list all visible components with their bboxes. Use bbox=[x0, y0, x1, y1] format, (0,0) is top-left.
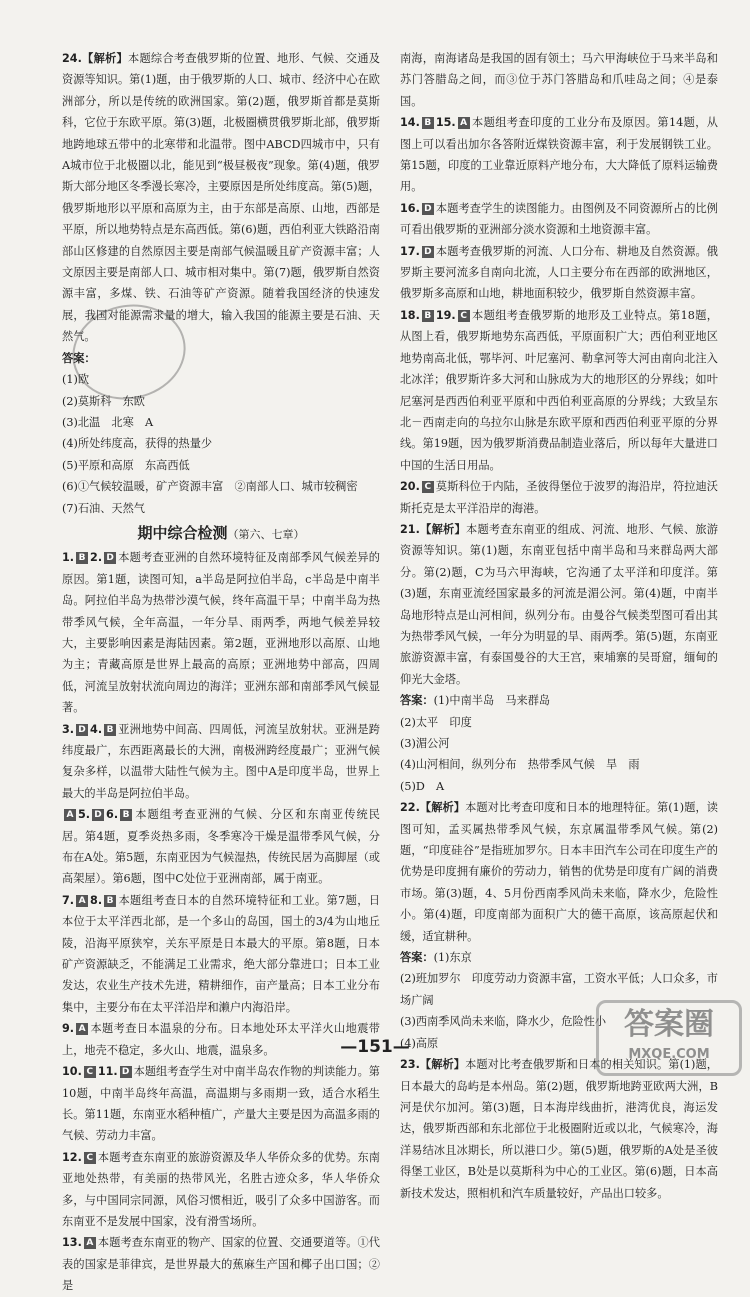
question-number: 5. bbox=[78, 808, 91, 822]
question-number: 17. bbox=[400, 244, 420, 258]
question-number: 24. bbox=[62, 52, 82, 65]
item-13-continued bbox=[400, 48, 718, 112]
item-10-11 bbox=[62, 1061, 380, 1147]
watermark-url: MXQE.COM bbox=[628, 1047, 710, 1062]
answer-letter: B bbox=[120, 809, 132, 821]
question-number: 14. bbox=[400, 116, 420, 130]
answer-line: (4)山河相间，纵列分布 热带季风气候 旱 雨 bbox=[400, 758, 640, 772]
answer-line: (5)平原和高原 东高西低 bbox=[62, 458, 190, 472]
item-22 bbox=[400, 797, 718, 947]
section-title-text: 期中综合检测 bbox=[137, 523, 228, 542]
item-23 bbox=[400, 1054, 718, 1204]
answer-label: 答案： bbox=[400, 694, 434, 708]
analysis-tag: 【解析】 bbox=[419, 801, 466, 815]
item-4-6 bbox=[62, 804, 380, 890]
answer-letter: D bbox=[76, 724, 88, 736]
question-number: 21. bbox=[400, 522, 420, 536]
answer-letter: A bbox=[84, 1237, 96, 1249]
item-14-15 bbox=[400, 112, 718, 198]
answer-letter: C bbox=[84, 1066, 96, 1078]
item-21 bbox=[400, 519, 718, 690]
question-number: 22. bbox=[400, 801, 420, 815]
question-number: 10. bbox=[62, 1065, 82, 1079]
question-number: 4. bbox=[90, 722, 103, 736]
item-13 bbox=[62, 1232, 380, 1296]
question-number: 16. bbox=[400, 201, 420, 215]
analysis-tag: 【解析】 bbox=[81, 52, 128, 65]
answer-letter: A bbox=[76, 1023, 88, 1035]
item-17 bbox=[400, 241, 718, 305]
item-12 bbox=[62, 1147, 380, 1233]
answer-line: (1)中南半岛 马来群岛 bbox=[433, 694, 551, 708]
answer-block-21 bbox=[400, 690, 718, 797]
section-title bbox=[62, 523, 380, 545]
question-number: 12. bbox=[62, 1150, 82, 1164]
analysis-text: 南海，南海诸岛是我国的固有领土；马六甲海峡位于马来半岛和苏门答腊岛之间，而③位于苏门答腊岛和爪哇岛之间；④是泰国。 bbox=[400, 52, 718, 108]
item-18-19 bbox=[400, 305, 718, 476]
answer-line: (2)莫斯科 东欧 bbox=[62, 394, 145, 408]
analysis-text: 本题综合考查俄罗斯的位置、地形、气候、交通及资源等知识。第(1)题，由于俄罗斯的人口、城市、经济中心在欧洲部分，所以是传统的欧洲国家。第(2)题，俄罗斯首都是莫斯科，它位于东欧平原。第(3)题，北极圈横贯俄罗斯北部，俄罗斯地跨地球五带中的北寒带和北温带。图中ABCD四城市中，只有A城市位于北极圈以北，能见到“极昼极夜”现象。第(4)题，俄罗斯大部分地区冬季漫长寒冷，主要原因是所处纬度高。第(5)题，俄罗斯地形以平原和高原为主，由于东部是高原、山地，西部是平原，所以地势特点是东高西低。第(6)题，西伯利亚大铁路沿南部山区修建的自然原因主要是南部气候温暖且矿产资源丰富；人文原因主要是南部人口、城市相对集中。第(7)题，俄罗斯自然资源丰富，多煤、铁、石油等矿产资源。随着我国经济的快速发展，我国对能源需求量的增大，输入我国的能源主要是石油、天然气。 bbox=[62, 52, 380, 344]
analysis-text: 本题组考查学生对中南半岛农作物的判读能力。第10题，中南半岛终年高温，高温期与多雨期一致，适合水稻生长。第11题，东南亚水稻种植广，产量大主要是因为高温多雨的气候、劳动力丰富。 bbox=[62, 1065, 380, 1143]
watermark-logo bbox=[596, 1000, 742, 1076]
answer-label: 答案： bbox=[400, 951, 434, 965]
answer-letter: D bbox=[120, 1066, 132, 1078]
question-number: 7. bbox=[62, 893, 75, 907]
answer-letter: C bbox=[422, 481, 434, 493]
question-number: 11. bbox=[97, 1065, 118, 1079]
analysis-text: 本题组考查日本的自然环境特征和工业。第7题，日本位于太平洋西北部，是一个多山的岛国，国土的3/4为山地丘陵，沿海平原狭窄，关东平原是日本最大的平原。第8题，日本矿产资源缺乏，不能满足工业需求，绝大部分靠进口；日本工业发达，农业生产技术先进，精耕细作，亩产量高；日本工业分布集中，主要分布在太平洋沿岸和濑户内海沿岸。 bbox=[62, 893, 380, 1014]
answer-line: (4)所处纬度高，获得的热量少 bbox=[62, 437, 213, 451]
analysis-tag: 【解析】 bbox=[419, 522, 466, 536]
answer-line: (3)北温 北寒 A bbox=[62, 415, 154, 429]
answer-letter: A bbox=[458, 117, 470, 129]
question-number: 6. bbox=[106, 808, 119, 822]
item-3-4 bbox=[62, 719, 380, 805]
answer-letter: B bbox=[104, 895, 116, 907]
answer-letter: A bbox=[64, 809, 76, 821]
answer-letter: C bbox=[84, 1152, 96, 1164]
answer-letter: B bbox=[422, 310, 434, 322]
answer-letter: B bbox=[422, 117, 434, 129]
analysis-text: 本题考查学生的读图能力。由图例及不同资源所占的比例可看出俄罗斯的亚洲部分淡水资源和土地资源丰富。 bbox=[400, 201, 718, 237]
question-number: 13. bbox=[62, 1236, 82, 1250]
question-number: 9. bbox=[62, 1022, 75, 1036]
answer-letter: B bbox=[76, 552, 88, 564]
analysis-text: 莫斯科位于内陆，圣彼得堡位于波罗的海沿岸，符拉迪沃斯托克是太平洋沿岸的海港。 bbox=[400, 480, 718, 515]
answer-letter: D bbox=[104, 552, 116, 564]
question-number: 15. bbox=[435, 116, 456, 130]
section-subtitle: （第六、七章） bbox=[227, 527, 305, 541]
answer-line: (1)欧 bbox=[62, 373, 90, 387]
analysis-text: 本题考查日本温泉的分布。日本地处环太平洋火山地震带上，地壳不稳定，多火山、地震，温泉多。 bbox=[62, 1022, 380, 1057]
question-number: 3. bbox=[62, 722, 75, 736]
answer-letter: D bbox=[92, 809, 104, 821]
question-number: 19. bbox=[435, 308, 456, 322]
item-1-2 bbox=[62, 547, 380, 718]
analysis-text: 本题组考查亚洲的气候、分区和东南亚传统民居。第4题，夏季炎热多雨，冬季寒冷干燥是温带季风气候，分布在A处。第5题，东南亚因为气候湿热，传统民居为高脚屋（或高架屋）。第6题，图中C处位于亚洲南部，属于南亚。 bbox=[62, 808, 380, 886]
answer-line: (6)①气候较温暖，矿产资源丰富 ②南部人口、城市较稠密 bbox=[62, 480, 358, 494]
answer-line: (2)班加罗尔 印度劳动力资源丰富，工资水平低；人口众多，市场广阔 bbox=[400, 972, 718, 1007]
answer-letter: B bbox=[104, 724, 116, 736]
item-20 bbox=[400, 476, 718, 519]
analysis-text: 本题组考查俄罗斯的地形及工业特点。第18题，从图上看，俄罗斯地势东高西低，平原面积广大；西伯利亚地区地势南高北低，鄂毕河、叶尼塞河、勒拿河等大河由南向北注入北冰洋；俄罗斯许多大河和山脉成为大的地形区的分界线；如叶尼塞河是西西伯利亚平原和中西伯利亚高原的分界线；大致呈东北－西南走向的乌拉尔山脉是东欧平原和西西伯利亚平原的分界线。第19题，因为俄罗斯消费品制造业落后，所以每年大量进口中国的生活日用品。 bbox=[400, 308, 718, 472]
answer-line: (3)西南季风尚未来临，降水少，危险性小 bbox=[400, 1015, 607, 1029]
analysis-text: 亚洲地势中间高、四周低，河流呈放射状。亚洲是跨纬度最广，东西距离最长的大洲，南极洲跨经度最广；亚洲气候复杂多样，以温带大陆性气候为主。图中A是印度半岛，世界上最大的半岛是阿拉伯半岛。 bbox=[62, 722, 380, 800]
analysis-text: 本题考查东南亚的旅游资源及华人华侨众多的优势。东南亚地处热带，有美丽的热带风光，名胜古迹众多，华人华侨众多，与中国同宗同源，风俗习惯相近，吸引了众多中国游客。而东南亚不是发展中国家，没有滑雪场所。 bbox=[62, 1150, 380, 1228]
answer-block-24 bbox=[62, 348, 380, 519]
analysis-text: 本题考查东南亚的组成、河流、地形、气候、旅游资源等知识。第(1)题，东南亚包括中南半岛和马来群岛两大部分。第(2)题，C为马六甲海峡，它沟通了太平洋和印度洋。第(3)题，东南亚流经国家最多的河流是湄公河。第(4)题，中南半岛地形特点是山河相间，纵列分布。由曼谷气候类型图可看出其为热带季风气候，一年分为明显的旱、雨两季。第(5)题，东南亚旅游资源丰富，有泰国曼谷的大王宫，柬埔寨的吴哥窟，缅甸的仰光大金塔。 bbox=[400, 522, 718, 686]
item-7-8 bbox=[62, 890, 380, 1018]
answer-letter: C bbox=[458, 310, 470, 322]
analysis-text: 本题考查亚洲的自然环境特征及南部季风气候差异的原因。第1题，读图可知，a半岛是阿拉伯半岛，c半岛是中南半岛。阿拉伯半岛为热带沙漠气候，终年高温干旱；中南半岛为热带季风气候，全年高温，一年分旱、雨两季，两地气候差异较大，主要影响因素是海陆因素。第2题，亚洲地形以高原、山地为主；青藏高原是世界上最高的高原；亚洲地势中部高，四周低，河流呈放射状流向周边的海洋；亚洲东部和南部季风气候显著。 bbox=[62, 551, 380, 715]
analysis-text: 本题对比考查印度和日本的地理特征。第(1)题，读图可知，孟买属热带季风气候，东京属温带季风气候。第(2)题，“印度硅谷”是指班加罗尔。日本丰田汽车公司在印度生产的优势是印度拥有廉价的劳动力，销售的优势是印度有广阔的消费市场。第(3)题，4、5月份西南季风尚未来临，降水少，危险性小。第(4)题，印度南部为面积广大的德干高原，该高原起伏和缓，适宜耕种。 bbox=[400, 801, 718, 943]
question-number: 23. bbox=[400, 1058, 420, 1072]
answer-label: 答案： bbox=[62, 351, 96, 365]
item-24 bbox=[62, 48, 380, 348]
answer-line: (4)高原 bbox=[400, 1036, 439, 1050]
answer-line: (2)太平 印度 bbox=[400, 715, 472, 729]
answer-line: (7)石油、天然气 bbox=[62, 501, 145, 515]
watermark-text: 答案圈 bbox=[624, 1007, 714, 1042]
question-number: 20. bbox=[400, 480, 420, 494]
page-number: —151— bbox=[340, 1037, 410, 1057]
question-number: 18. bbox=[400, 308, 420, 322]
question-number: 1. bbox=[62, 551, 75, 565]
answer-line: (5)D A bbox=[400, 779, 445, 793]
analysis-text: 本题对比考查俄罗斯和日本的相关知识。第(1)题，日本最大的岛屿是本州岛。第(2)题，俄罗斯地跨亚欧两大洲，B河是伏尔加河。第(3)题，日本海岸线曲折，港湾优良，海运发达，俄罗斯西部和东北部位于北极圈附近或以北，气候寒冷，海洋易结冰且冰期长，所以港口少。第(5)题，俄罗斯的A处是圣彼得堡工业区，B处是以莫斯科为中心的工业区。第(6)题，日本高新技术发达，照相机和汽车质量较好，产品出口较多。 bbox=[400, 1058, 718, 1200]
question-number: 2. bbox=[90, 551, 103, 565]
answer-letter: A bbox=[76, 895, 88, 907]
analysis-text: 本题考查东南亚的物产、国家的位置、交通要道等。①代表的国家是菲律宾，是世界最大的蕉麻生产国和椰子出口国；②是 bbox=[62, 1236, 380, 1293]
answer-line: (1)东京 bbox=[433, 951, 472, 965]
answer-letter: D bbox=[422, 203, 434, 215]
answer-line: (3)湄公河 bbox=[400, 737, 450, 750]
question-number: 8. bbox=[90, 893, 103, 907]
analysis-text: 本题考查俄罗斯的河流、人口分布、耕地及自然资源。俄罗斯主要河流多自南向北流，人口主要分布在西部的欧洲地区，俄罗斯多高原和山地，耕地面积较少，俄罗斯自然资源丰富。 bbox=[400, 244, 718, 301]
analysis-tag: 【解析】 bbox=[419, 1058, 466, 1072]
analysis-text: 本题组考查印度的工业分布及原因。第14题，从图上可以看出加尔各答附近煤铁资源丰富，利于发展钢铁工业。第15题，印度的工业靠近原料产地分布，大大降低了原料运输费用。 bbox=[400, 116, 718, 194]
item-16 bbox=[400, 198, 718, 241]
answer-letter: D bbox=[422, 246, 434, 258]
left-column bbox=[62, 48, 380, 1297]
